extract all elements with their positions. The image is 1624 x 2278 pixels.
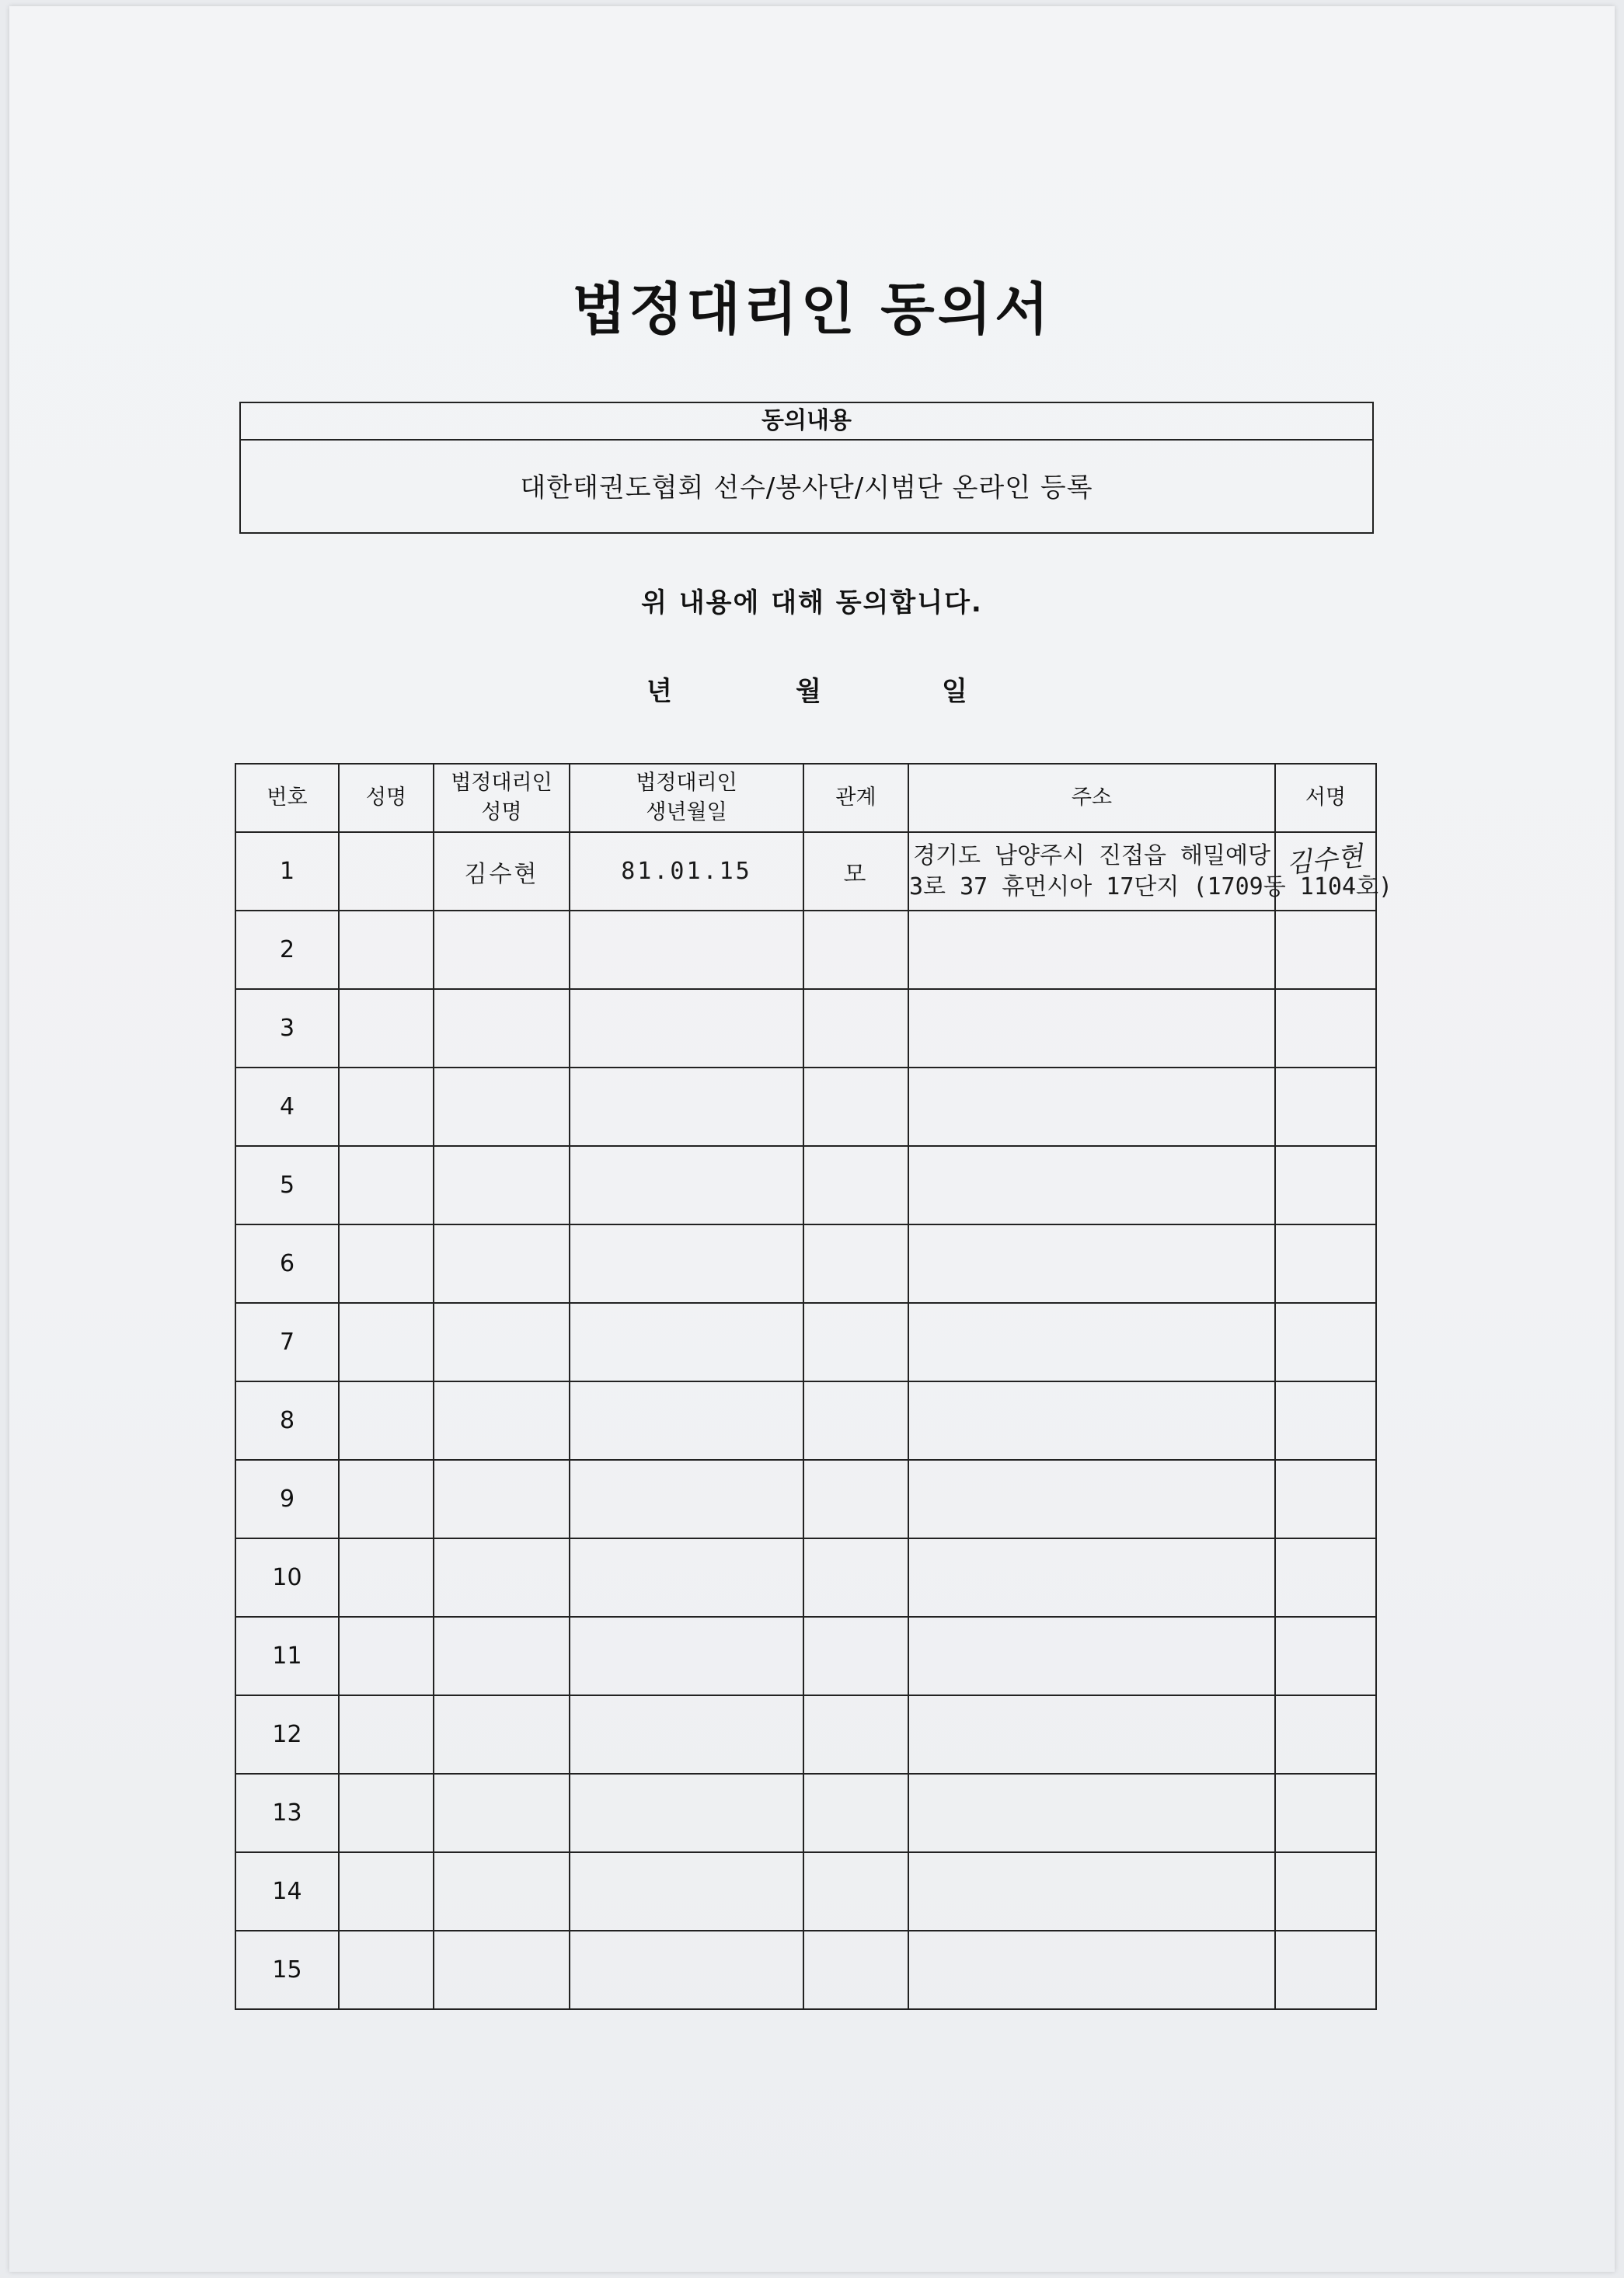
row-no-cell: 3 bbox=[235, 989, 339, 1068]
table-row bbox=[235, 1695, 1376, 1774]
table-row bbox=[235, 1852, 1376, 1931]
row-no-cell: 4 bbox=[235, 1068, 339, 1146]
row-guardian-name-cell bbox=[434, 1146, 570, 1224]
row-address-cell bbox=[908, 1617, 1275, 1695]
row-guardian-name-cell bbox=[434, 1068, 570, 1146]
row-name-cell bbox=[339, 911, 434, 989]
row-guardian-name-cell bbox=[434, 1774, 570, 1852]
row-signature-cell bbox=[1275, 1381, 1376, 1460]
row-guardian-birth-cell bbox=[570, 1931, 803, 2009]
row-no-cell: 11 bbox=[235, 1617, 339, 1695]
row-relation-cell bbox=[803, 1303, 908, 1381]
header-no: 번호 bbox=[235, 764, 339, 832]
row-name-cell bbox=[339, 989, 434, 1068]
table-row bbox=[235, 1617, 1376, 1695]
row-guardian-name-cell bbox=[434, 1381, 570, 1460]
row-guardian-birth-cell bbox=[570, 911, 803, 989]
date-month-label: 월 bbox=[796, 676, 821, 707]
row-relation-cell bbox=[803, 1068, 908, 1146]
row-no-cell: 14 bbox=[235, 1852, 339, 1931]
row-signature-cell bbox=[1275, 1224, 1376, 1303]
row-signature-cell bbox=[1275, 1852, 1376, 1931]
row-relation-cell bbox=[803, 1852, 908, 1931]
row-signature-cell bbox=[1275, 1774, 1376, 1852]
row-guardian-name-cell: 김수현 bbox=[434, 832, 570, 911]
row-guardian-name-cell bbox=[434, 1303, 570, 1381]
row-guardian-birth-cell bbox=[570, 1381, 803, 1460]
table-row bbox=[235, 1381, 1376, 1460]
consent-content-box bbox=[239, 402, 1374, 534]
row-address-cell bbox=[908, 1852, 1275, 1931]
row-name-cell bbox=[339, 1068, 434, 1146]
row-address-cell bbox=[908, 1224, 1275, 1303]
row-no-cell: 13 bbox=[235, 1774, 339, 1852]
row-name-cell bbox=[339, 832, 434, 911]
row-name-cell bbox=[339, 1617, 434, 1695]
row-guardian-birth-cell bbox=[570, 1852, 803, 1931]
row-signature-cell bbox=[1275, 911, 1376, 989]
row-no-cell: 8 bbox=[235, 1381, 339, 1460]
header-name: 성명 bbox=[339, 764, 434, 832]
row-guardian-name-cell bbox=[434, 911, 570, 989]
row-signature-cell bbox=[1275, 1538, 1376, 1617]
row-relation-cell bbox=[803, 911, 908, 989]
row-relation-cell bbox=[803, 1381, 908, 1460]
row-address-cell bbox=[908, 911, 1275, 989]
row-guardian-name-cell bbox=[434, 1931, 570, 2009]
table-row bbox=[235, 1460, 1376, 1538]
row-no-cell: 2 bbox=[235, 911, 339, 989]
date-day-label: 일 bbox=[942, 676, 967, 707]
row-no-cell: 5 bbox=[235, 1146, 339, 1224]
row-no-cell: 1 bbox=[235, 832, 339, 911]
row-relation-cell bbox=[803, 1538, 908, 1617]
row-guardian-name-cell bbox=[434, 1695, 570, 1774]
row-guardian-birth-cell bbox=[570, 1303, 803, 1381]
row-guardian-name-cell bbox=[434, 1852, 570, 1931]
row-address-cell bbox=[908, 1381, 1275, 1460]
row-address-cell bbox=[908, 1774, 1275, 1852]
table-row bbox=[235, 989, 1376, 1068]
table-row bbox=[235, 1224, 1376, 1303]
row-address-cell bbox=[908, 1695, 1275, 1774]
row-guardian-birth-cell bbox=[570, 1146, 803, 1224]
header-guardian-birth-line1: 법정대리인 bbox=[636, 771, 737, 795]
row-signature-text: 김수현 bbox=[1284, 841, 1364, 880]
row-no-cell: 9 bbox=[235, 1460, 339, 1538]
row-address-cell bbox=[908, 1460, 1275, 1538]
row-relation-cell: 모 bbox=[803, 832, 908, 911]
row-guardian-birth-cell bbox=[570, 1774, 803, 1852]
table-row bbox=[235, 1068, 1376, 1146]
row-signature-cell bbox=[1275, 1695, 1376, 1774]
row-guardian-birth-cell bbox=[570, 1617, 803, 1695]
header-relation: 관계 bbox=[803, 764, 908, 832]
row-guardian-name-cell bbox=[434, 1224, 570, 1303]
table-row bbox=[235, 832, 1376, 911]
row-relation-cell bbox=[803, 1617, 908, 1695]
row-no-cell: 10 bbox=[235, 1538, 339, 1617]
table-row bbox=[235, 1146, 1376, 1224]
row-address-cell bbox=[908, 1931, 1275, 2009]
row-signature-cell bbox=[1275, 1617, 1376, 1695]
row-address-line2: 3로 37 휴먼시아 17단지 (1709동 1104호) bbox=[909, 873, 1393, 900]
row-address-cell bbox=[908, 1538, 1275, 1617]
row-address-cell bbox=[908, 989, 1275, 1068]
row-name-cell bbox=[339, 1538, 434, 1617]
guardian-roster-table bbox=[235, 763, 1393, 2010]
row-relation-cell bbox=[803, 989, 908, 1068]
row-guardian-name-cell bbox=[434, 1538, 570, 1617]
row-guardian-birth-cell bbox=[570, 989, 803, 1068]
row-relation-cell bbox=[803, 1695, 908, 1774]
row-name-cell bbox=[339, 1695, 434, 1774]
row-no-cell: 6 bbox=[235, 1224, 339, 1303]
row-name-cell bbox=[339, 1460, 434, 1538]
row-name-cell bbox=[339, 1774, 434, 1852]
row-guardian-name-cell bbox=[434, 989, 570, 1068]
row-signature-cell bbox=[1275, 1303, 1376, 1381]
row-signature-cell bbox=[1275, 1068, 1376, 1146]
row-relation-cell bbox=[803, 1224, 908, 1303]
table-row bbox=[235, 1931, 1376, 2009]
header-guardian-name-line1: 법정대리인 bbox=[451, 771, 552, 795]
header-guardian-name-line2: 성명 bbox=[481, 800, 522, 824]
row-relation-cell bbox=[803, 1774, 908, 1852]
date-year-label: 년 bbox=[646, 676, 672, 707]
row-address-line1: 경기도 남양주시 진접읍 해밀예당 bbox=[913, 841, 1270, 869]
row-name-cell bbox=[339, 1852, 434, 1931]
table-body bbox=[235, 832, 1393, 2009]
row-name-cell bbox=[339, 1146, 434, 1224]
row-address-cell bbox=[908, 1303, 1275, 1381]
row-signature-cell bbox=[1275, 1460, 1376, 1538]
row-signature-cell bbox=[1275, 989, 1376, 1068]
row-relation-cell bbox=[803, 1460, 908, 1538]
row-guardian-birth-cell bbox=[570, 1068, 803, 1146]
row-address-cell bbox=[908, 1146, 1275, 1224]
row-relation-cell bbox=[803, 1146, 908, 1224]
header-address: 주소 bbox=[908, 764, 1275, 832]
row-guardian-name-cell bbox=[434, 1617, 570, 1695]
table-row bbox=[235, 1774, 1376, 1852]
row-guardian-birth-cell: 81.01.15 bbox=[570, 832, 803, 911]
row-guardian-name-cell bbox=[434, 1460, 570, 1538]
table-header-row bbox=[235, 764, 1376, 832]
header-guardian-birth-line2: 생년월일 bbox=[646, 800, 727, 824]
header-guardian-name bbox=[434, 764, 570, 832]
table-row bbox=[235, 1303, 1376, 1381]
consent-content-header: 동의내용 bbox=[241, 403, 1372, 441]
row-address-cell bbox=[908, 1068, 1275, 1146]
row-guardian-birth-cell bbox=[570, 1224, 803, 1303]
row-signature-cell bbox=[1275, 1931, 1376, 2009]
row-name-cell bbox=[339, 1303, 434, 1381]
row-name-cell bbox=[339, 1381, 434, 1460]
row-no-cell: 15 bbox=[235, 1931, 339, 2009]
table-row bbox=[235, 1538, 1376, 1617]
table-row bbox=[235, 911, 1376, 989]
header-guardian-birth bbox=[570, 764, 803, 832]
row-relation-cell bbox=[803, 1931, 908, 2009]
row-name-cell bbox=[339, 1931, 434, 2009]
header-signature: 서명 bbox=[1275, 764, 1376, 832]
agreement-statement: 위 내용에 대해 동의합니다. bbox=[641, 587, 983, 618]
row-no-cell: 12 bbox=[235, 1695, 339, 1774]
row-signature-cell bbox=[1275, 1146, 1376, 1224]
row-guardian-birth-cell bbox=[570, 1538, 803, 1617]
row-guardian-birth-cell bbox=[570, 1695, 803, 1774]
document-title: 법정대리인 동의서 bbox=[572, 276, 1052, 342]
row-guardian-birth-cell bbox=[570, 1460, 803, 1538]
row-no-cell: 7 bbox=[235, 1303, 339, 1381]
consent-content-text: 대한태권도협회 선수/봉사단/시범단 온라인 등록 bbox=[520, 472, 1093, 503]
row-name-cell bbox=[339, 1224, 434, 1303]
